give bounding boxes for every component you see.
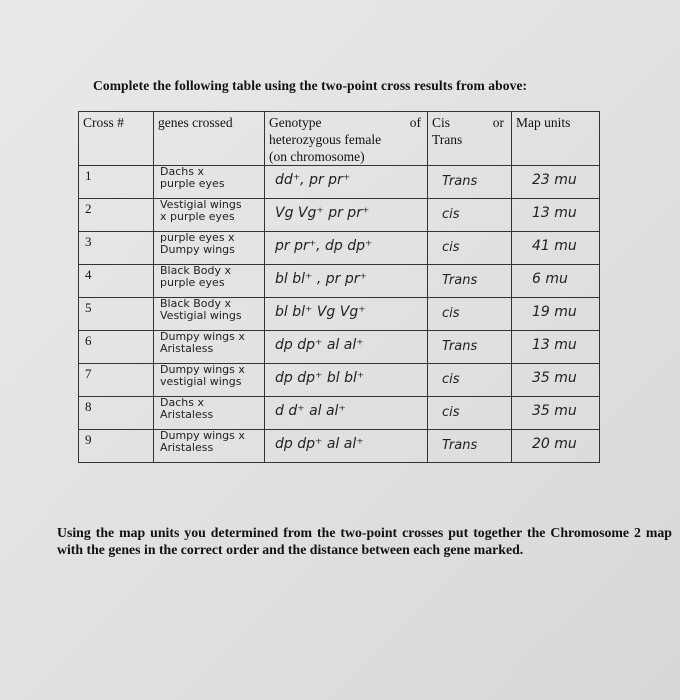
header-genotype-of: of <box>409 115 421 130</box>
table-row <box>79 232 600 265</box>
header-trans: Trans <box>432 132 463 147</box>
cis-trans-cell[interactable]: cis <box>428 199 512 232</box>
cross-number: 5 <box>79 298 154 331</box>
genotype-cell[interactable]: dp dp⁺ bl bl⁺ <box>265 364 428 397</box>
genes-line-b: Vestigial wings <box>160 309 242 322</box>
genes-line-b: Aristaless <box>160 342 214 355</box>
map-units-cell[interactable]: 23 mu <box>512 166 600 199</box>
genes-line-b: purple eyes <box>160 177 225 190</box>
cis-trans-cell[interactable]: Trans <box>428 265 512 298</box>
chromosome-map-instruction: Using the map units you determined from the two-point crosses put together the Chromosome 2 map with the genes in the correct order and the distance between each gene marked. <box>57 525 672 557</box>
map-units-cell[interactable]: 41 mu <box>512 232 600 265</box>
genes-line-b: x purple eyes <box>160 210 235 223</box>
genes-crossed-cell[interactable] <box>154 364 265 397</box>
genes-crossed-cell[interactable] <box>154 397 265 430</box>
header-genotype <box>265 112 428 166</box>
genes-line-b: Aristaless <box>160 441 214 454</box>
genotype-cell[interactable]: bl bl⁺ , pr pr⁺ <box>265 265 428 298</box>
genes-line-a: Dachs x <box>160 165 204 178</box>
genes-crossed-cell[interactable] <box>154 265 265 298</box>
cis-trans-cell[interactable]: cis <box>428 232 512 265</box>
map-units-cell[interactable]: 35 mu <box>512 364 600 397</box>
genes-line-b: vestigial wings <box>160 375 242 388</box>
cross-number: 2 <box>79 199 154 232</box>
two-point-cross-table <box>78 111 600 463</box>
cross-number: 4 <box>79 265 154 298</box>
cross-number: 3 <box>79 232 154 265</box>
cis-trans-cell[interactable]: cis <box>428 397 512 430</box>
table-row <box>79 199 600 232</box>
genotype-cell[interactable]: dd⁺, pr pr⁺ <box>265 166 428 199</box>
cross-number: 6 <box>79 331 154 364</box>
genes-line-b: Aristaless <box>160 408 214 421</box>
table-row <box>79 298 600 331</box>
cross-number: 8 <box>79 397 154 430</box>
genes-line-a: Dumpy wings x <box>160 363 245 376</box>
genotype-cell[interactable]: pr pr⁺, dp dp⁺ <box>265 232 428 265</box>
cis-trans-cell[interactable]: Trans <box>428 331 512 364</box>
genes-line-a: Dumpy wings x <box>160 429 245 442</box>
header-genotype-line1: Genotype <box>269 115 322 130</box>
map-units-cell[interactable]: 19 mu <box>512 298 600 331</box>
table-row <box>79 331 600 364</box>
genes-crossed-cell[interactable] <box>154 331 265 364</box>
cis-trans-cell[interactable]: Trans <box>428 430 512 463</box>
map-units-cell[interactable]: 13 mu <box>512 331 600 364</box>
map-units-cell[interactable]: 20 mu <box>512 430 600 463</box>
genes-line-a: Black Body x <box>160 297 232 310</box>
genes-line-b: Dumpy wings <box>160 243 235 256</box>
cross-number: 9 <box>79 430 154 463</box>
table-row <box>79 166 600 199</box>
header-cis: Cis <box>432 115 451 130</box>
table-header-row <box>79 112 600 166</box>
genes-crossed-cell[interactable] <box>154 430 265 463</box>
genotype-cell[interactable]: dp dp⁺ al al⁺ <box>265 331 428 364</box>
table-instruction-heading: Complete the following table using the two-point cross results from above: <box>93 78 528 93</box>
header-genes-crossed: genes crossed <box>154 112 265 166</box>
table-row <box>79 397 600 430</box>
genes-line-a: Vestigial wings <box>160 198 242 211</box>
header-cross-number: Cross # <box>79 112 154 166</box>
genes-crossed-cell[interactable] <box>154 232 265 265</box>
header-or: or <box>492 115 504 130</box>
genes-line-a: purple eyes x <box>160 231 235 244</box>
genes-crossed-cell[interactable] <box>154 298 265 331</box>
genotype-cell[interactable]: Vg Vg⁺ pr pr⁺ <box>265 199 428 232</box>
header-genotype-line2: heterozygous female <box>269 132 382 147</box>
header-cis-trans <box>428 112 512 166</box>
genotype-cell[interactable]: d d⁺ al al⁺ <box>265 397 428 430</box>
genes-crossed-cell[interactable] <box>154 199 265 232</box>
map-units-cell[interactable]: 35 mu <box>512 397 600 430</box>
genes-line-a: Dachs x <box>160 396 204 409</box>
genes-line-a: Black Body x <box>160 264 232 277</box>
map-units-cell[interactable]: 13 mu <box>512 199 600 232</box>
table-row <box>79 364 600 397</box>
genes-line-a: Dumpy wings x <box>160 330 245 343</box>
cross-number: 1 <box>79 166 154 199</box>
genes-line-b: purple eyes <box>160 276 225 289</box>
genotype-cell[interactable]: bl bl⁺ Vg Vg⁺ <box>265 298 428 331</box>
cis-trans-cell[interactable]: Trans <box>428 166 512 199</box>
genotype-cell[interactable]: dp dp⁺ al al⁺ <box>265 430 428 463</box>
table-row <box>79 265 600 298</box>
table-row <box>79 430 600 463</box>
map-units-cell[interactable]: 6 mu <box>512 265 600 298</box>
header-map-units: Map units <box>512 112 600 166</box>
genes-crossed-cell[interactable] <box>154 166 265 199</box>
cross-number: 7 <box>79 364 154 397</box>
cis-trans-cell[interactable]: cis <box>428 364 512 397</box>
cis-trans-cell[interactable]: cis <box>428 298 512 331</box>
header-genotype-line3: (on chromosome) <box>269 149 365 164</box>
